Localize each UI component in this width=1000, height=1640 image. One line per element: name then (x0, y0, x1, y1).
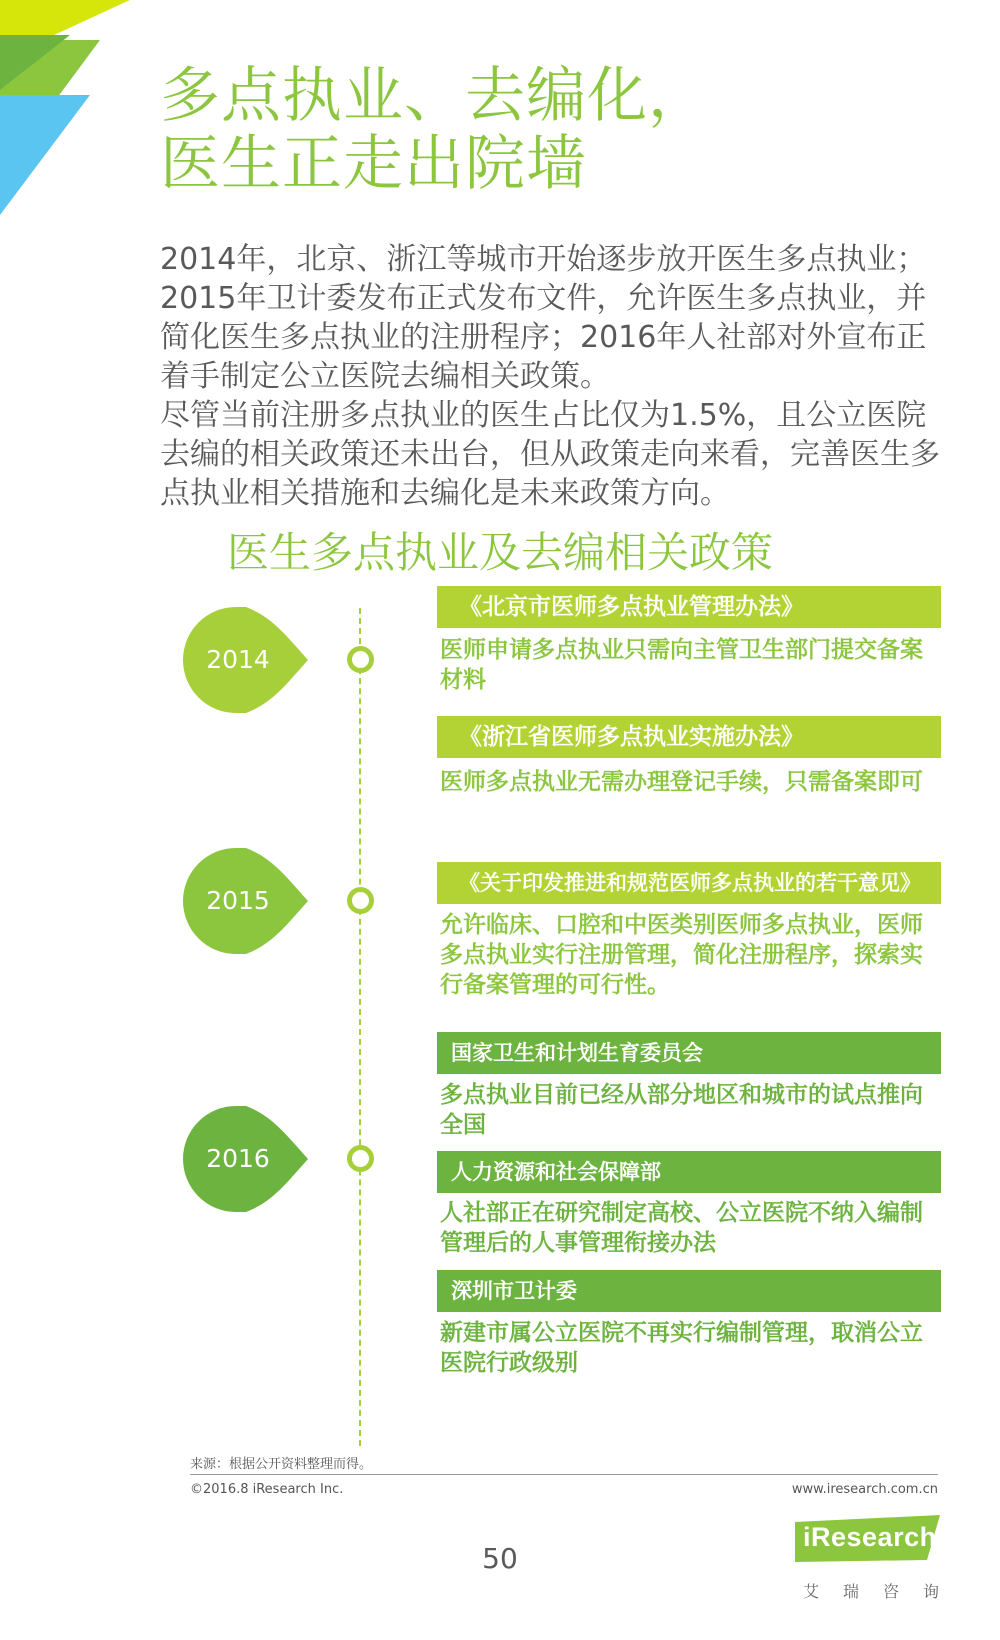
policy-header-opinions: 《关于印发推进和规范医师多点执业的若干意见》 (437, 862, 941, 904)
year-badge-2014 (183, 607, 313, 713)
timeline-node-2015 (347, 887, 374, 914)
policy-header-beijing: 《北京市医师多点执业管理办法》 (437, 586, 941, 628)
policy-desc-zhejiang: 医师多点执业无需办理登记手续，只需备案即可 (440, 769, 923, 795)
year-badge-2015 (183, 848, 313, 954)
page-number: 50 (482, 1542, 518, 1575)
policy-desc-nhfpc: 多点执业目前已经从部分地区和城市的试点推向全国 (440, 1082, 923, 1138)
logo-text: iResearch (803, 1522, 937, 1552)
section-title: 医生多点执业及去编相关政策 (226, 528, 773, 577)
corner-decoration (0, 0, 140, 230)
policy-desc-mohrss: 人社部正在研究制定高校、公立医院不纳入编制管理后的人事管理衔接办法 (440, 1200, 923, 1256)
logo-chinese: 艾瑞咨询 (803, 1582, 964, 1601)
policy-desc-opinions: 允许临床、口腔和中医类别医师多点执业，医师多点执业实行注册管理，简化注册程序，探索实行备案管理的可行性。 (440, 912, 923, 998)
year-label-2015: 2015 (206, 886, 270, 915)
footer-divider (190, 1474, 938, 1475)
timeline-line (359, 608, 361, 1446)
page-title (160, 62, 709, 198)
policy-header-mohrss: 人力资源和社会保障部 (437, 1151, 941, 1193)
policy-header-nhfpc: 国家卫生和计划生育委员会 (437, 1032, 941, 1074)
copyright: ©2016.8 iResearch Inc. (190, 1482, 344, 1497)
intro-paragraph-1: 2014年，北京、浙江等城市开始逐步放开医生多点执业；2015年卫计委发布正式发布文件，允许医生多点执业，并简化医生多点执业的注册程序；2016年人社部对外宣布正着手制定公立医院去编相关政策。 (160, 242, 927, 394)
title-line-1: 多点执业、去编化， (160, 61, 709, 131)
iresearch-logo (795, 1512, 964, 1612)
policy-header-shenzhen: 深圳市卫计委 (437, 1270, 941, 1312)
website-url: www.iresearch.com.cn (791, 1482, 938, 1497)
policy-desc-beijing: 医师申请多点执业只需向主管卫生部门提交备案材料 (440, 637, 923, 693)
policy-desc-shenzhen: 新建市属公立医院不再实行编制管理，取消公立医院行政级别 (440, 1320, 923, 1376)
year-badge-2016 (183, 1106, 313, 1212)
policy-header-zhejiang: 《浙江省医师多点执业实施办法》 (437, 716, 941, 758)
timeline-node-2016 (347, 1145, 374, 1172)
timeline-node-2014 (347, 646, 374, 673)
intro-text (160, 240, 950, 513)
year-label-2016: 2016 (206, 1144, 270, 1173)
year-label-2014: 2014 (206, 645, 270, 674)
intro-paragraph-2: 尽管当前注册多点执业的医生占比仅为1.5%，且公立医院去编的相关政策还未出台，但从政策走向来看，完善医生多点执业相关措施和去编化是未来政策方向。 (160, 398, 940, 511)
source-note: 来源：根据公开资料整理而得。 (190, 1457, 373, 1472)
title-line-2: 医生正走出院墙 (160, 129, 587, 199)
